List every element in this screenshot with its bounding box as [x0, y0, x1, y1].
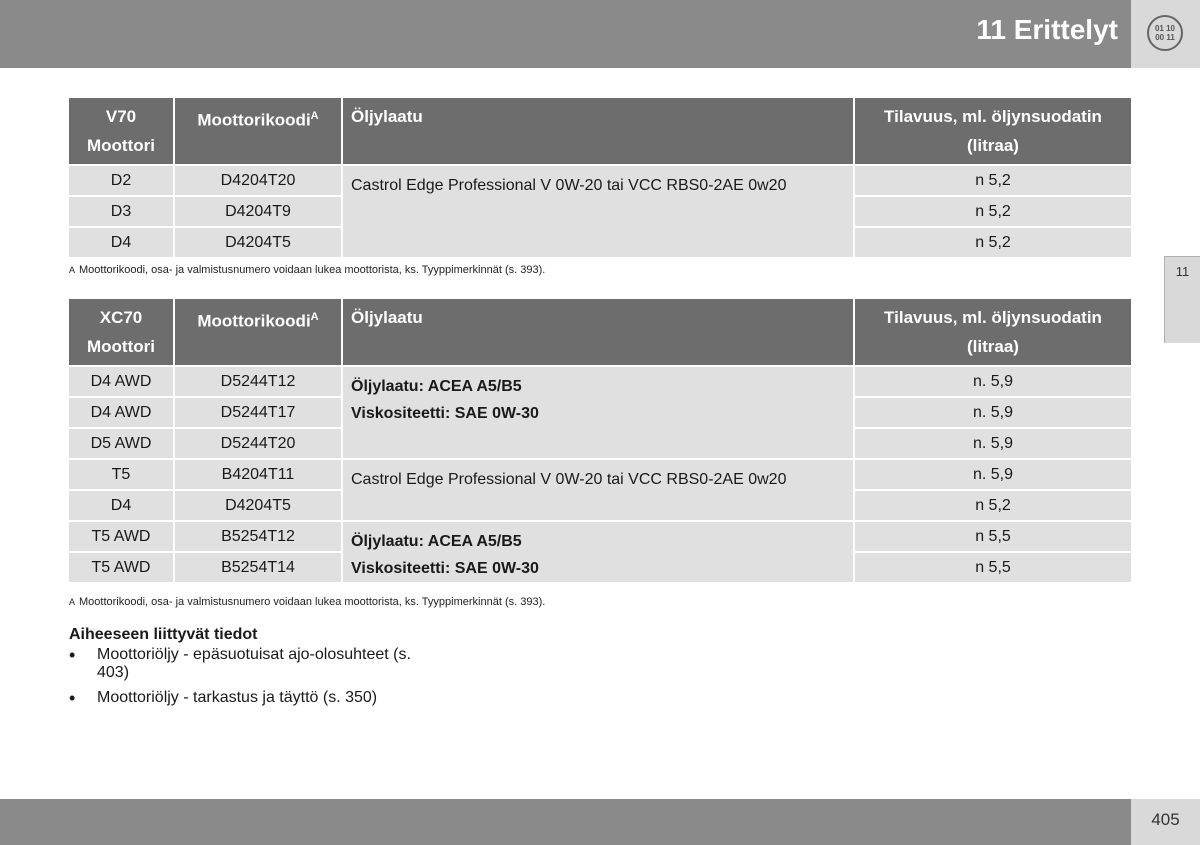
- engine-label: Moottori: [87, 337, 155, 356]
- engine-code-cell: D5244T12: [175, 367, 341, 396]
- oil-grade-cell: Castrol Edge Professional V 0W-20 tai VCC RBS0-2AE 0w20: [343, 166, 853, 257]
- chapter-title: 11 Erittelyt: [976, 14, 1118, 45]
- volume-cell: n. 5,9: [855, 367, 1131, 396]
- engine-code-cell: D4204T20: [175, 166, 341, 195]
- volume-cell: n 5,5: [855, 553, 1131, 582]
- table-header-row: [69, 98, 1131, 164]
- chapter-icon-line1: 01 10: [1154, 24, 1176, 33]
- v70-oil-table: [67, 96, 1133, 259]
- engine-code-header-text: Moottorikoodi: [197, 311, 311, 331]
- engine-code-cell: D5244T17: [175, 398, 341, 427]
- volume-cell: n 5,2: [855, 228, 1131, 257]
- footnote-marker: A: [310, 110, 319, 122]
- volume-cell: n. 5,9: [855, 429, 1131, 458]
- volume-cell: n 5,2: [855, 197, 1131, 226]
- volume-header-line1: Tilavuus, ml. öljynsuodatin: [884, 308, 1102, 327]
- engine-cell: D2: [69, 166, 173, 195]
- engine-code-column-header: [175, 299, 341, 365]
- footnote-marker: A: [69, 597, 76, 607]
- chapter-icon-line2: 00 11: [1155, 33, 1175, 42]
- oil-grade-column-header: Öljylaatu: [343, 98, 853, 164]
- related-info: [69, 626, 437, 714]
- engine-code-column-header: [175, 98, 341, 164]
- table-row: [69, 166, 1131, 195]
- engine-cell: D4 AWD: [69, 367, 173, 396]
- related-info-title: Aiheeseen liittyvät tiedot: [69, 626, 258, 643]
- footnote-marker: A: [310, 311, 319, 323]
- engine-code-header-text: Moottorikoodi: [197, 110, 311, 130]
- volume-cell: n 5,5: [855, 522, 1131, 551]
- volume-cell: n 5,2: [855, 166, 1131, 195]
- engine-cell: D5 AWD: [69, 429, 173, 458]
- model-name: XC70: [99, 308, 143, 327]
- viscosity-line: Viskositeetti: SAE 0W-30: [351, 405, 539, 422]
- related-link[interactable]: • Moottoriöljy - tarkastus ja täyttö (s. 350): [69, 689, 437, 707]
- chapter-side-tab[interactable]: 11: [1164, 256, 1200, 343]
- footnote: [69, 264, 545, 276]
- engine-cell: T5 AWD: [69, 522, 173, 551]
- volume-header-line2: (litraa): [967, 136, 1019, 155]
- chapter-icon: [1147, 15, 1183, 51]
- model-name: V70: [105, 107, 137, 126]
- engine-label: Moottori: [87, 136, 155, 155]
- engine-column-header: [69, 299, 173, 365]
- engine-code-cell: B5254T14: [175, 553, 341, 582]
- engine-cell: D4 AWD: [69, 398, 173, 427]
- table-header-row: [69, 299, 1131, 365]
- volume-column-header: [855, 299, 1131, 365]
- related-link[interactable]: • Moottoriöljy - epäsuotuisat ajo-olosuhteet (s. 403): [69, 646, 437, 682]
- engine-code-cell: B4204T11: [175, 460, 341, 489]
- footnote-marker: A: [69, 265, 76, 275]
- oil-grade-cell: Castrol Edge Professional V 0W-20 tai VCC RBS0-2AE 0w20: [343, 460, 853, 520]
- related-links-list: [69, 646, 437, 707]
- volume-cell: n. 5,9: [855, 460, 1131, 489]
- volume-cell: n. 5,9: [855, 398, 1131, 427]
- volume-cell: n 5,2: [855, 491, 1131, 520]
- engine-code-cell: D4204T5: [175, 228, 341, 257]
- oil-grade-column-header: Öljylaatu: [343, 299, 853, 365]
- viscosity-line: Viskositeetti: SAE 0W-30: [351, 560, 539, 577]
- footnote-text: Moottorikoodi, osa- ja valmistusnumero voidaan lukea moottorista, ks. Tyyppimerkinnät (s. 393).: [79, 264, 546, 276]
- engine-cell: D4: [69, 228, 173, 257]
- engine-column-header: [69, 98, 173, 164]
- engine-code-cell: D5244T20: [175, 429, 341, 458]
- chapter-header: [0, 0, 1131, 68]
- engine-code-cell: B5254T12: [175, 522, 341, 551]
- engine-code-cell: D4204T9: [175, 197, 341, 226]
- volume-header-line1: Tilavuus, ml. öljynsuodatin: [884, 107, 1102, 126]
- engine-cell: T5 AWD: [69, 553, 173, 582]
- table-row: [69, 367, 1131, 396]
- footnote: [69, 596, 545, 608]
- oil-grade-cell: [343, 367, 853, 458]
- oil-grade-line: Öljylaatu: ACEA A5/B5: [351, 533, 522, 550]
- page-footer: [0, 799, 1131, 845]
- oil-grade-line: Öljylaatu: ACEA A5/B5: [351, 378, 522, 395]
- volume-header-line2: (litraa): [967, 337, 1019, 356]
- oil-grade-cell: [343, 522, 853, 582]
- engine-cell: T5: [69, 460, 173, 489]
- page-number: 405: [1151, 810, 1180, 829]
- engine-cell: D4: [69, 491, 173, 520]
- engine-code-cell: D4204T5: [175, 491, 341, 520]
- table-row: [69, 522, 1131, 551]
- table-row: [69, 460, 1131, 489]
- xc70-oil-table: [67, 297, 1133, 584]
- volume-column-header: [855, 98, 1131, 164]
- engine-cell: D3: [69, 197, 173, 226]
- footnote-text: Moottorikoodi, osa- ja valmistusnumero voidaan lukea moottorista, ks. Tyyppimerkinnät (s. 393).: [79, 596, 546, 608]
